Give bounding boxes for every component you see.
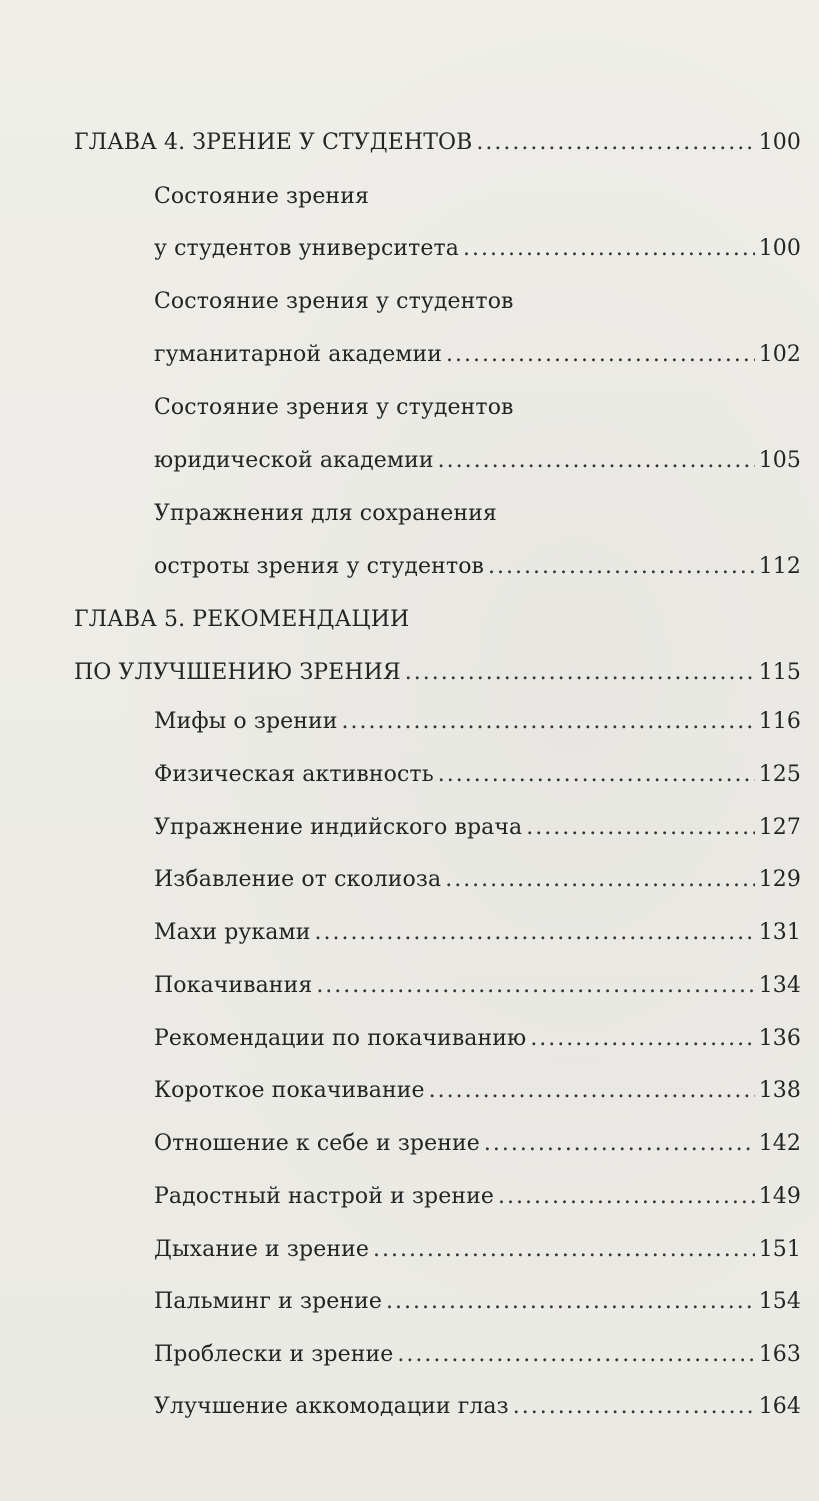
section-title: Улучшение аккомодации глаз [154,1394,509,1419]
dot-leader [397,1337,754,1373]
chapter-title: ГЛАВА 4. ЗРЕНИЕ У СТУДЕНТОВ [74,130,473,155]
toc-entry [154,1337,801,1373]
page-number: 138 [758,1078,801,1103]
toc-entry [154,1021,801,1057]
page-number: 151 [758,1237,801,1262]
page-number: 129 [758,867,801,892]
toc-entry [74,602,409,638]
page-number: 142 [758,1131,801,1156]
dot-leader [386,1284,755,1320]
page-number: 102 [758,342,801,367]
dot-leader [446,337,755,373]
section-title: Покачивания [154,973,313,998]
dot-leader [476,125,754,161]
section-title: Отношение к себе и зрение [154,1131,480,1156]
page-number: 136 [758,1026,801,1051]
section-title: Рекомендации по покачиванию [154,1026,527,1051]
dot-leader [438,443,755,479]
dot-leader [314,915,754,951]
dot-leader [513,1389,755,1425]
toc-entry [154,915,801,951]
toc-entry [154,757,801,793]
section-title: юридической академии [154,448,434,473]
section-title: Упражнения для сохранения [154,501,497,526]
dot-leader [530,1021,754,1057]
page-number: 164 [758,1394,801,1419]
page-number: 127 [758,815,801,840]
section-title: Состояние зрения [154,184,369,209]
toc-entry [154,810,801,846]
toc-entry [154,1389,801,1425]
page-number: 154 [758,1289,801,1314]
section-title: остроты зрения у студентов [154,554,485,579]
toc-entry [74,655,801,691]
section-title: Короткое покачивание [154,1078,425,1103]
toc-entry [154,1073,801,1109]
toc-entry [154,390,514,426]
toc-entry [154,862,801,898]
dot-leader [526,810,754,846]
dot-leader [463,231,755,267]
dot-leader [438,757,755,793]
dot-leader [316,968,754,1004]
section-title: Состояние зрения у студентов [154,395,514,420]
dot-leader [373,1232,755,1268]
toc-entry [154,179,369,215]
section-title: Махи руками [154,920,311,945]
page-number: 100 [758,130,801,155]
toc-entry [154,704,801,740]
dot-leader [488,549,755,585]
page-number: 125 [758,762,801,787]
section-title: Избавление от сколиоза [154,867,442,892]
page-number: 100 [758,236,801,261]
page-number: 112 [758,554,801,579]
page-number: 131 [758,920,801,945]
toc-entry [154,968,801,1004]
chapter-title: ГЛАВА 5. РЕКОМЕНДАЦИИ [74,607,410,632]
toc-entry [154,443,801,479]
toc-entry [154,337,801,373]
toc-entry [74,125,801,161]
toc-entry [154,549,801,585]
page-number: 134 [758,973,801,998]
dot-leader [405,655,755,691]
toc-entry [154,284,514,320]
dot-leader [342,704,755,740]
page-number: 149 [758,1184,801,1209]
dot-leader [445,862,755,898]
section-title: у студентов университета [154,236,460,261]
section-title: Упражнение индийского врача [154,815,523,840]
section-title: Проблески и зрение [154,1342,394,1367]
section-title: Дыхание и зрение [154,1237,369,1262]
page-number: 105 [758,448,801,473]
toc-entry [154,1179,801,1215]
toc-entry [154,1284,801,1320]
dot-leader [498,1179,755,1215]
page-number: 116 [758,709,801,734]
section-title: гуманитарной академии [154,342,443,367]
page-number: 163 [758,1342,801,1367]
dot-leader [429,1073,755,1109]
page-number: 115 [758,660,801,685]
dot-leader [484,1126,755,1162]
section-title: Состояние зрения у студентов [154,289,514,314]
section-title: Радостный настрой и зрение [154,1184,494,1209]
section-title: Мифы о зрении [154,709,338,734]
toc-entry [154,496,497,532]
chapter-title: ПО УЛУЧШЕНИЮ ЗРЕНИЯ [74,660,401,685]
section-title: Пальминг и зрение [154,1289,383,1314]
toc-entry [154,231,801,267]
toc-entry [154,1126,801,1162]
section-title: Физическая активность [154,762,434,787]
toc-entry [154,1232,801,1268]
